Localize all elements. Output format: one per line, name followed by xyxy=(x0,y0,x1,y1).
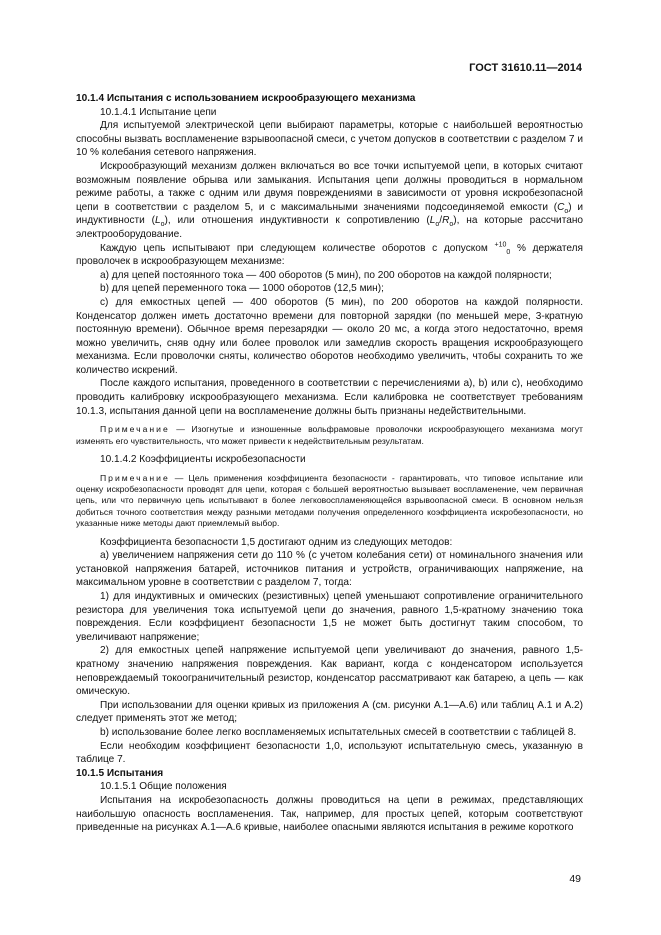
paragraph: Каждую цепь испытывают при следующем количестве оборотов с допуском $^{+10}_0$ % держателя проволочек в искрообразующем механизме: xyxy=(76,241,583,268)
paragraph: После каждого испытания, проведенного в соответствии с перечислениями а), b) или с), необходимо проводить калибровку искрообразующего механизма. Если калибровка не соответствует требованиям 10.1.3, испытания данной цепи на воспламенение должны быть признаны недействительными. xyxy=(76,378,583,417)
paragraph: При использовании для оценки кривых из приложения А (см. рисунки А.1—А.6) или таблиц А.1 и А.2) следует применять этот же метод; xyxy=(76,699,583,725)
paragraph: Испытания на искробезопасность должны проводиться на цепи в режимах, представляющих наибольшую опасность воспламенения. Так, например, для простых цепей, которым соответствуют приведенные на рисунках А.1—А.6 кривые, наиболее опасными являются испытания в режиме короткого xyxy=(76,794,583,834)
list-item: c) для емкостных цепей — 400 оборотов (5 мин), по 200 оборотов на каждой полярности. Конденсатор должен иметь достаточно времени для повторной зарядки (по меньшей мере, 3-кратную постоянную времени). Обычное время перезарядки — около 20 мс, а когда этого недостаточно, время можно увеличить, сняв одну или более проволок или замедлив скорость вращения искрообразующего механизма. Если проволочки сняты, количество оборотов необходимо увеличить, чтобы сохранить то же количество искрений. xyxy=(76,296,583,376)
paragraph: Коэффициента безопасности 1,5 достигают одним из следующих методов: xyxy=(100,536,453,548)
note: Примечание — Цель применения коэффициента безопасности - гарантировать, что типовое испытание или оценку искробезопасности проводят для цепи, которая с большей вероятностью вызывает воспламенение, чем первичная цепь, или что первичную цепь испытывают в более легковоспламеняющейся взрывоопасной смеси. В основном нельзя добиться точного соответствия между разными методами получения определенного коэффициента искробезопасности, но указанные ниже методы дают приемлемый выбор. xyxy=(76,472,583,529)
section-heading-10-1-4: 10.1.4 Испытания с использованием искрообразующего механизма xyxy=(76,93,416,104)
section-heading-10-1-5: 10.1.5 Испытания xyxy=(76,767,164,779)
page-number: 49 xyxy=(569,873,581,885)
note: Примечание — Изогнутые и изношенные вольфрамовые проволочки искрообразующего механизма могут изменять его чувствительность, что может привести к недействительным результатам. xyxy=(76,424,583,446)
subsection-heading-10-1-4-1: 10.1.4.1 Испытание цепи xyxy=(100,106,217,118)
list-item: b) для цепей переменного тока — 1000 оборотов (12,5 мин); xyxy=(100,283,384,295)
subsection-heading-10-1-5-1: 10.1.5.1 Общие положения xyxy=(100,781,227,793)
paragraph: Искрообразующий механизм должен включаться во все точки испытуемой цепи, в которых считают возможным появление обрыва или замыкания. Испытания цепи должны проводиться в нормальном режиме работы, а также с одним или двумя повреждениями в зависимости от уровня искробезопасной цепи в соответствии с разделом 5, и с максимальными значениями подсоединяемой емкости $(C_o)$ и индуктивности $(L_o)$, или отношения индуктивности к сопротивлению $(L_o/R_o)$, на которые рассчитано электрооборудование. xyxy=(76,160,584,240)
list-item: 2) для емкостных цепей напряжение испытуемой цепи увеличивают до значения, равного 1,5-кратному значению напряжения повреждения. Как вариант, когда с конденсатором используется неповреждаемый токоограничительный резистор, конденсатор рассматривают как батарею, а цепь — как омическую. xyxy=(76,645,583,698)
paragraph: Если необходим коэффициент безопасности 1,0, используют испытательную смесь, указанную в таблице 7. xyxy=(76,740,583,766)
list-item: 1) для индуктивных и омических (резистивных) цепей уменьшают сопротивление ограничительного резистора для увеличения тока испытуемой цепи до значения, равного 1,5-кратному значению тока повреждения. Если коэффициент безопасности 1,5 не может быть достигнут таким способом, то увеличивают напряжение; xyxy=(76,591,583,643)
standard-header: ГОСТ 31610.11—2014 xyxy=(469,62,582,74)
document-body xyxy=(76,92,583,835)
paragraph: Для испытуемой электрической цепи выбирают параметры, которые с наибольшей вероятностью способны вызвать воспламенение взрывоопасной смеси, с учетом допусков в соответствии с разделом 7 и 10 % колебания сетевого напряжения. xyxy=(76,120,583,159)
list-item: а) для цепей постоянного тока — 400 оборотов (5 мин), по 200 оборотов на каждой полярности; xyxy=(100,269,552,281)
subsection-heading-10-1-4-2: 10.1.4.2 Коэффициенты искробезопасности xyxy=(100,454,306,466)
list-item: а) увеличением напряжения сети до 110 % (с учетом колебания сети) от номинального значения или установкой напряжения батарей, источников питания и устройств, ограничивающих напряжение, на максимальном уровне в соответствии с разделом 7, тогда: xyxy=(76,550,583,589)
list-item: b) использование более легко воспламеняемых испытательных смесей в соответствии с таблицей 8. xyxy=(100,727,577,738)
